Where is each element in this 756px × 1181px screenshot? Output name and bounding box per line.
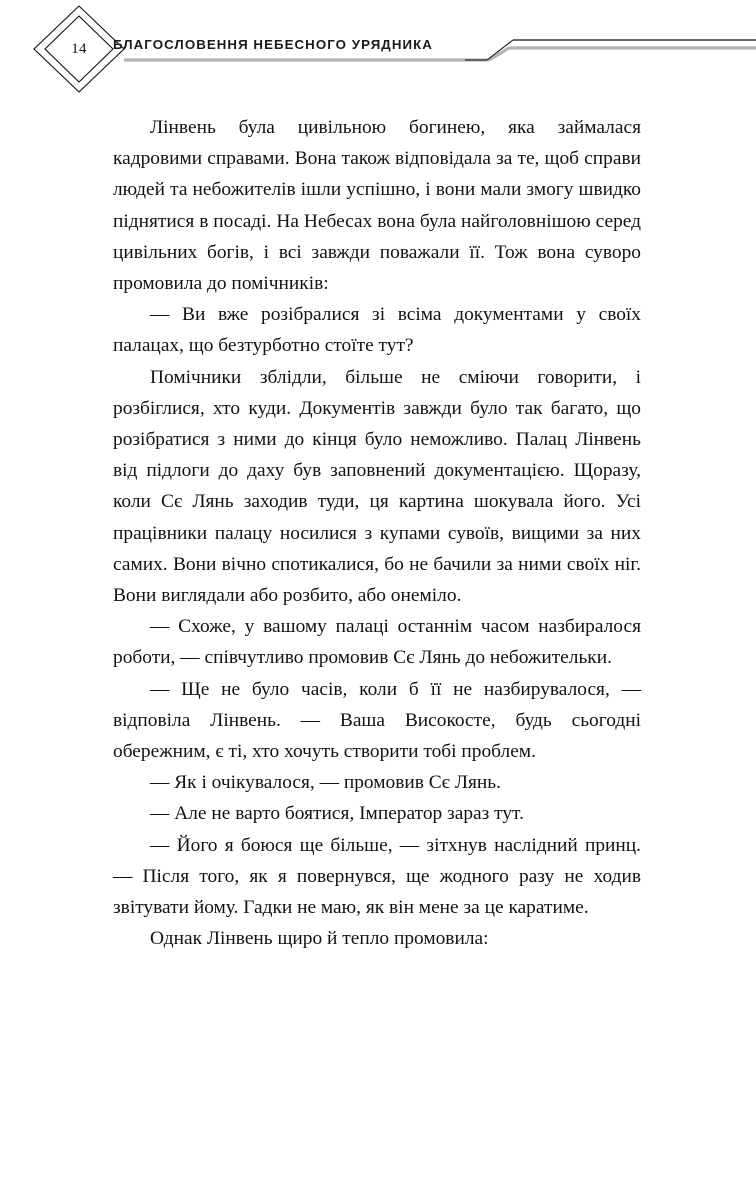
paragraph: Лінвень була цивільною богинею, яка займалася кадровими справами. Вона також відповідала за те, щоб справи людей та небожителів ішли успішно, і вони мали змогу швидко піднятися в посаді. На Небесах вона була найголовнішою серед цивільних богів, і всі завжди поважали її. Тож вона суворо промовила до помічників:: [113, 117, 641, 295]
paragraph: — Схоже, у вашому палаці останнім часом назбиралося роботи, — співчутливо промовив Сє Лянь до небожительки.: [113, 616, 641, 669]
running-head: [0, 0, 756, 96]
paragraph: — Але не варто боятися, Імператор зараз тут.: [150, 803, 524, 825]
paragraph: Помічники зблідли, більше не сміючи говорити, і розбіглися, хто куди. Документів завжди було так багато, що розібратися з ними до кінця було неможливо. Палац Лінвень від підлоги до даху був заповнений документацією. Щоразу, коли Сє Лянь заходив туди, ця картина шокувала його. Усі працівники палацу носилися з купами сувоїв, вищими за них самих. Вони вічно спотикалися, бо не бачили за ними своїх ніг. Вони виглядали або розбито, або онеміло.: [113, 366, 641, 607]
page-number: 14: [71, 41, 87, 57]
paragraph: — Як і очікувалося, — промовив Сє Лянь.: [150, 772, 501, 794]
running-head-title: БЛАГОСЛОВЕННЯ НЕБЕСНОГО УРЯДНИКА: [113, 37, 433, 52]
paragraph: — Його я боюся ще більше, — зітхнув наслідний принц. — Після того, як я повернувся, ще жодного разу не ходив звітувати йому. Гадки не маю, як він мене за це каратиме.: [113, 834, 641, 919]
paragraph: — Ви вже розібралися зі всіма документами у своїх палацах, що безтурботно стоїте тут?: [113, 304, 641, 357]
paragraph: Однак Лінвень щиро й тепло промовила:: [150, 928, 489, 950]
body-text-block: [113, 112, 641, 954]
paragraph: — Ще не було часів, коли б її не назбирувалося, — відповіла Лінвень. — Ваша Високосте, будь сьогодні обережним, є ті, хто хочуть створити тобі проблем.: [113, 678, 641, 763]
